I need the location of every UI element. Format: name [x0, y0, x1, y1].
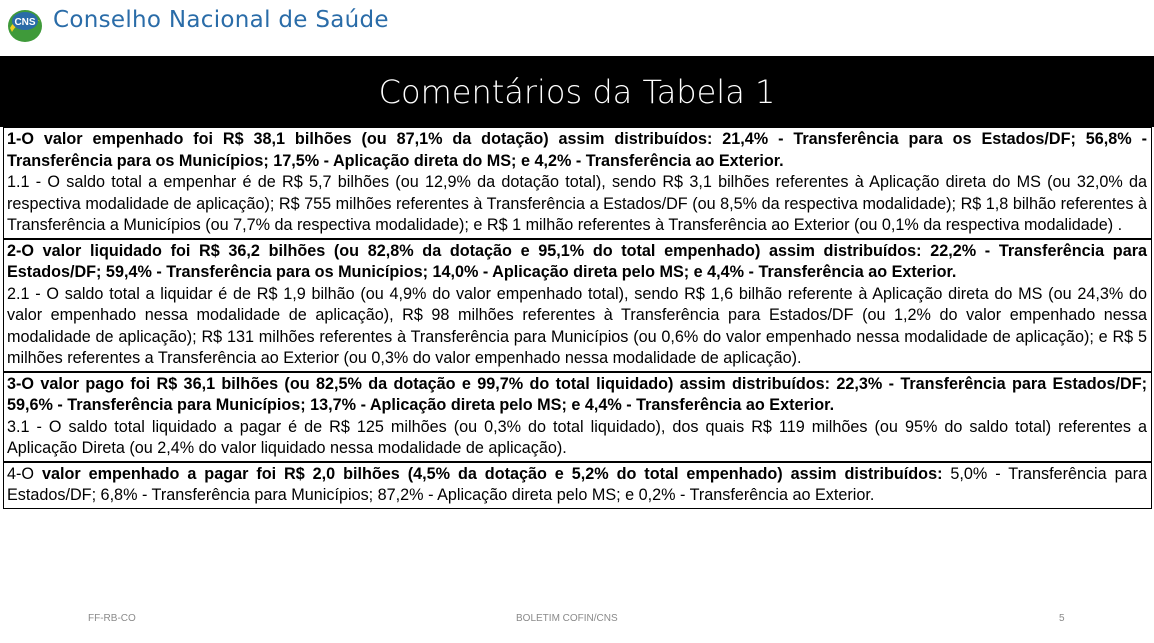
- cns-logo: [6, 6, 44, 44]
- comment-block-1: [4, 128, 1151, 240]
- org-name: Conselho Nacional de Saúde: [53, 7, 389, 33]
- comment-block-3: [4, 373, 1151, 463]
- block-4-detail: 5,0% - Transferência para Estados/DF; 6,8% - Transferência para Municípios; 87,2% - Aplicação direta pelo MS; e 0,2% - Transferência ao Exterior.: [7, 464, 1148, 504]
- footer-center: BOLETIM COFIN/CNS: [516, 613, 618, 624]
- logo-text: CNS: [14, 17, 36, 28]
- block-2-lead: 2-O valor liquidado foi R$ 36,2 bilhões (ou 82,8% da dotação e 95,1% do total empenhado) assim distribuídos: 22,2% - Transferência para Estados/DF; 59,4% - Transferência para os Municípios; 14,0% - Aplicação direta pelo MS; e 4,4% - Transferência ao Exterior.: [7, 241, 1147, 281]
- footer: [0, 613, 1154, 633]
- block-1-lead: 1-O valor empenhado foi R$ 38,1 bilhões (ou 87,1% da dotação) assim distribuídos: 21,4% - Transferência para os Estados/DF; 56,8% - Transferência para os Municípios; 17,5% - Aplicação direta do MS; e 4,2% - Transferência ao Exterior.: [7, 130, 1147, 170]
- block-3-detail: 3.1 - O saldo total liquidado a pagar é de R$ 125 milhões (ou 0,3% do total liquidado), dos quais R$ 119 milhões (ou 95% do saldo total) referentes a Aplicação Direta (ou 2,4% do valor liquidado nessa modalidade de aplicação).: [7, 417, 1147, 457]
- slide-title: Comentários da Tabela 1: [378, 72, 776, 111]
- comment-block-2: [4, 240, 1151, 373]
- title-bar: [0, 56, 1154, 127]
- header: [0, 0, 1154, 55]
- block-1-detail: 1.1 - O saldo total a empenhar é de R$ 5,7 bilhões (ou 12,9% da dotação total), sendo R$ 3,1 bilhões referentes à Aplicação direta do MS (ou 32,0% da respectiva modalidade de aplicação); R$ 755 milhões referentes à Transferência a Estados/DF (ou 8,5% da respectiva modalidade); R$ 1,8 bilhão referentes à Transferência a Municípios (ou 7,7% da respectiva modalidade); e R$ 1 milhão referentes à Transferência ao Exterior (ou 0,1% da respectiva modalidade) .: [7, 173, 1147, 234]
- comments-table: [3, 127, 1152, 509]
- comment-block-4: [4, 463, 1151, 508]
- block-3-lead: 3-O valor pago foi R$ 36,1 bilhões (ou 82,5% da dotação e 99,7% do total liquidado) assim distribuídos: 22,3% - Transferência para Estados/DF; 59,6% - Transferência para Municípios; 13,7% - Aplicação direta pelo MS; e 4,4% - Transferência ao Exterior.: [7, 374, 1147, 414]
- block-2-detail: 2.1 - O saldo total a liquidar é de R$ 1,9 bilhão (ou 4,9% do valor empenhado total), sendo R$ 1,6 bilhão referente à Aplicação direta do MS (ou 24,3% do valor empenhado nessa modalidade de aplicação), R$ 98 milhões referentes à Transferência para Estados/DF (ou 1,2% do valor empenhado nessa modalidade de aplicação); R$ 131 milhões referentes à Transferência para Municípios (ou 0,6% do valor empenhado nessa modalidade de aplicação); e R$ 5 milhões referentes a Transferência ao Exterior (ou 0,3% do valor empenhado nessa modalidade de aplicação).: [7, 284, 1147, 367]
- block-4-text: [7, 464, 1147, 507]
- block-4-lead: valor empenhado a pagar foi R$ 2,0 bilhões (4,5% da dotação e 5,2% do total empenhado) assim distribuídos:: [41, 464, 943, 483]
- footer-left: FF-RB-CO: [88, 613, 136, 624]
- block-4-prefix: 4-O: [7, 464, 42, 483]
- footer-page-number: 5: [1059, 613, 1065, 624]
